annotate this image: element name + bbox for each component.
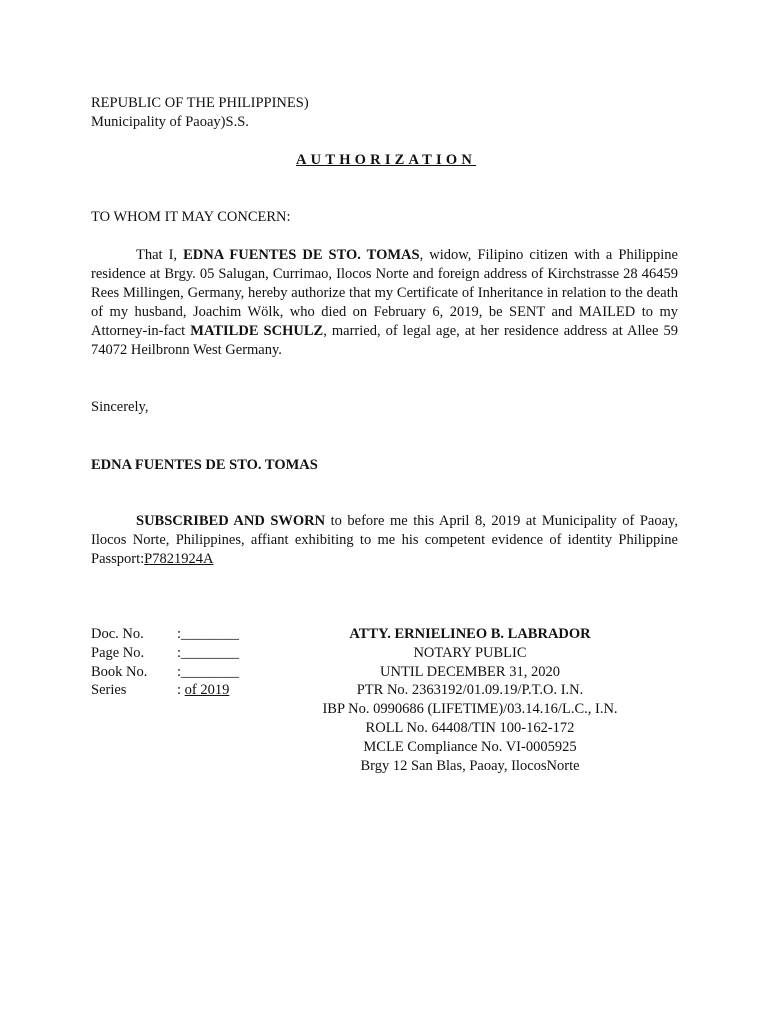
series-year: of 2019 xyxy=(184,682,230,699)
authorization-paragraph xyxy=(91,246,678,360)
header-republic: REPUBLIC OF THE PHILIPPINES) xyxy=(91,95,309,111)
passport-number: P7821924A xyxy=(144,551,214,567)
register-row xyxy=(91,681,291,700)
notary-mcle: MCLE Compliance No. VI-0005925 xyxy=(363,738,577,755)
affiant-name: EDNA FUENTES DE STO. TOMAS xyxy=(183,247,420,263)
register-row xyxy=(91,625,291,644)
notary-ptr: PTR No. 2363192/01.09.19/P.T.O. I.N. xyxy=(356,682,584,699)
attorney-name: MATILDE SCHULZ xyxy=(190,323,324,339)
register-value xyxy=(177,681,229,700)
register-label: Series xyxy=(91,682,127,699)
jurat-paragraph xyxy=(91,512,678,569)
series-prefix: : xyxy=(177,682,185,699)
signatory-name: EDNA FUENTES DE STO. TOMAS xyxy=(91,457,318,473)
closing: Sincerely, xyxy=(91,399,149,415)
document-title: AUTHORIZATION xyxy=(295,152,477,168)
header-municipality: Municipality of Paoay)S.S. xyxy=(91,114,249,130)
notary-ibp: IBP No. 0990686 (LIFETIME)/03.14.16/L.C., I.N. xyxy=(322,701,618,718)
register-value: :________ xyxy=(177,663,240,680)
notary-validity: UNTIL DECEMBER 31, 2020 xyxy=(380,663,560,680)
register-row xyxy=(91,663,291,682)
body-text-end: , married, of legal age, at her residence address at Allee 59 74072 Heilbronn West Germany. xyxy=(91,323,678,358)
body-text: , widow, Filipino citizen with a Philippine residence at Brgy. 05 Salugan, Currimao, Ilocos Norte and foreign address of Kirchstrasse 28 46459 Rees Millingen, Germany, hereby authorize that my Certificate of Inheritance in relation to the death of my husband, Joachim Wölk, who died on February 6, 2019, be SENT and MAILED to my Attorney-in-fact xyxy=(91,247,678,339)
register-value: :________ xyxy=(177,626,240,642)
register-row xyxy=(91,644,291,663)
notary-address: Brgy 12 San Blas, Paoay, IlocosNorte xyxy=(360,757,580,774)
notary-block xyxy=(300,625,640,775)
register-label: Doc. No. xyxy=(91,626,144,642)
notarial-register xyxy=(91,625,291,700)
jurat-lead: SUBSCRIBED AND SWORN xyxy=(136,513,326,529)
notary-name: ATTY. ERNIELINEO B. LABRADOR xyxy=(349,626,591,642)
jurat-text: to before me this April 8, 2019 at Municipality of Paoay, Ilocos Norte, Philippines, affiant exhibiting to me his competent evidence of identity Philippine Passport: xyxy=(91,513,678,567)
notary-roll: ROLL No. 64408/TIN 100-162-172 xyxy=(365,719,575,736)
body-intro: That I, xyxy=(136,247,184,263)
register-label: Book No. xyxy=(91,663,148,680)
register-value: :________ xyxy=(177,644,240,661)
notary-commission: NOTARY PUBLIC xyxy=(413,644,527,661)
register-label: Page No. xyxy=(91,644,145,661)
salutation: TO WHOM IT MAY CONCERN: xyxy=(91,209,291,225)
